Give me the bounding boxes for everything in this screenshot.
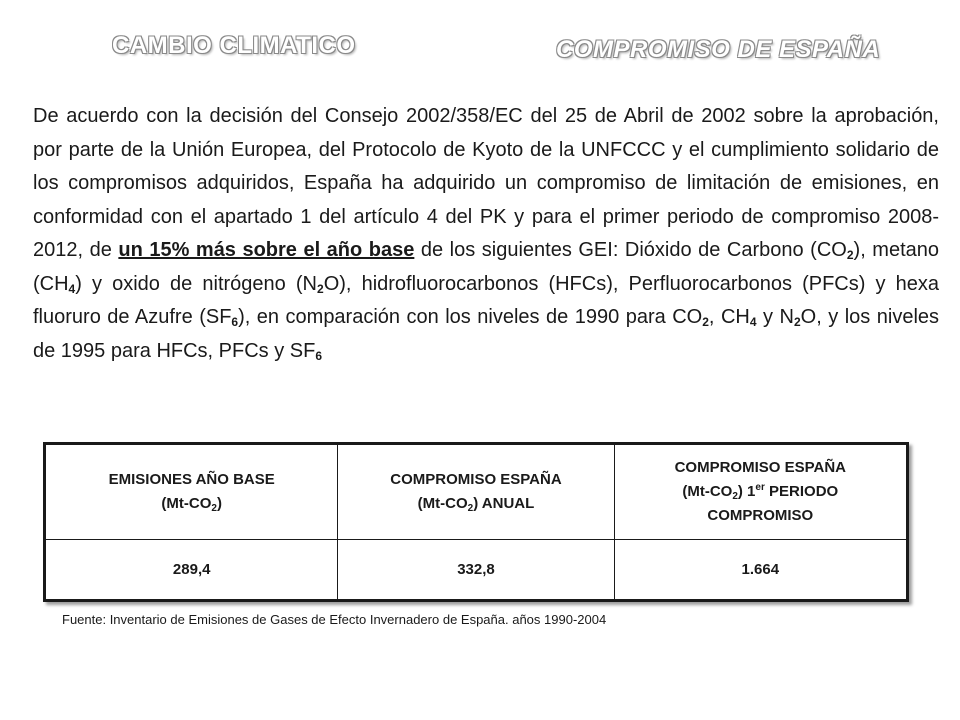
unit-text: (Mt-CO bbox=[682, 483, 733, 500]
para-text: , CH bbox=[708, 306, 750, 328]
para-text: y N bbox=[756, 306, 794, 328]
unit-text: ) 1 bbox=[737, 483, 756, 500]
slide-title-left: CAMBIO CLIMATICO bbox=[112, 32, 356, 59]
unit-subscript: 2 bbox=[211, 503, 217, 514]
para-text: De acuerdo con la decisión del Consejo 2002/358/EC del 25 de Abril de 2002 sobre la aprobación, por parte de la Unión Europea, del Protocolo de Kyoto de la UNFCCC y el cumplimiento solidario de los compromisos adquiridos, España ha adquirido un compromiso de limitación de emisiones, en conformidad con el apartado 1 del artículo 4 del PK y para el primer periodo de compromiso 2008-2012, de bbox=[33, 105, 939, 261]
para-text: ) y oxido de nitrógeno (N bbox=[75, 272, 317, 295]
para-text: O), hidrofluorocarbonos (HFCs), Perfluorocarbonos (PFCs) y hexa fluoruro de Azufre (SF bbox=[33, 272, 939, 328]
para-subscript: 2 bbox=[702, 315, 709, 329]
table-cell: 1.664 bbox=[614, 540, 907, 601]
header-unit bbox=[56, 492, 327, 516]
para-subscript: 2 bbox=[846, 248, 854, 262]
unit-subscript: 2 bbox=[467, 503, 474, 514]
para-subscript: 4 bbox=[749, 315, 757, 329]
para-highlight: un 15% más sobre el año base bbox=[118, 239, 415, 261]
para-subscript: 6 bbox=[315, 348, 323, 363]
header-label: COMPROMISO bbox=[707, 507, 814, 524]
unit-text: ) bbox=[216, 495, 222, 512]
slide-title-right: COMPROMISO DE ESPAÑA bbox=[556, 36, 881, 63]
header-cell-annual-commitment bbox=[338, 444, 614, 540]
emissions-table bbox=[43, 442, 909, 602]
para-subscript: 6 bbox=[231, 315, 239, 329]
header-unit bbox=[348, 492, 603, 516]
unit-superscript: er bbox=[755, 482, 765, 493]
para-subscript: 2 bbox=[317, 281, 324, 296]
table-row bbox=[45, 540, 908, 601]
para-text: O, y los niveles de 1995 para HFCs, PFCs y SF bbox=[33, 306, 940, 362]
header-cell-period-commitment bbox=[614, 444, 907, 540]
header-label: EMISIONES AÑO BASE bbox=[108, 471, 275, 488]
para-subscript: 4 bbox=[68, 281, 76, 296]
header-cell-base-emissions bbox=[45, 444, 338, 540]
unit-text: (Mt-CO bbox=[417, 495, 468, 512]
unit-text: (Mt-CO bbox=[161, 495, 212, 512]
para-text: de los siguientes GEI: Dióxido de Carbono (CO bbox=[414, 239, 847, 261]
para-text: ), metano (CH bbox=[33, 239, 939, 295]
unit-subscript: 2 bbox=[732, 491, 738, 502]
body-paragraph bbox=[33, 100, 939, 368]
para-text: ), en comparación con los niveles de 1990 para CO bbox=[238, 306, 703, 328]
header-label: COMPROMISO ESPAÑA bbox=[390, 471, 562, 488]
table-header-row bbox=[45, 444, 908, 540]
header-label: COMPROMISO ESPAÑA bbox=[674, 459, 846, 476]
source-note: Fuente: Inventario de Emisiones de Gases de Efecto Invernadero de España. años 1990-2004 bbox=[62, 612, 607, 627]
para-subscript: 2 bbox=[793, 315, 801, 329]
unit-text: PERIODO bbox=[764, 483, 839, 500]
header-unit bbox=[625, 480, 896, 504]
table-cell: 289,4 bbox=[45, 540, 338, 601]
table-cell: 332,8 bbox=[338, 540, 614, 601]
unit-text: ) ANUAL bbox=[473, 495, 535, 512]
